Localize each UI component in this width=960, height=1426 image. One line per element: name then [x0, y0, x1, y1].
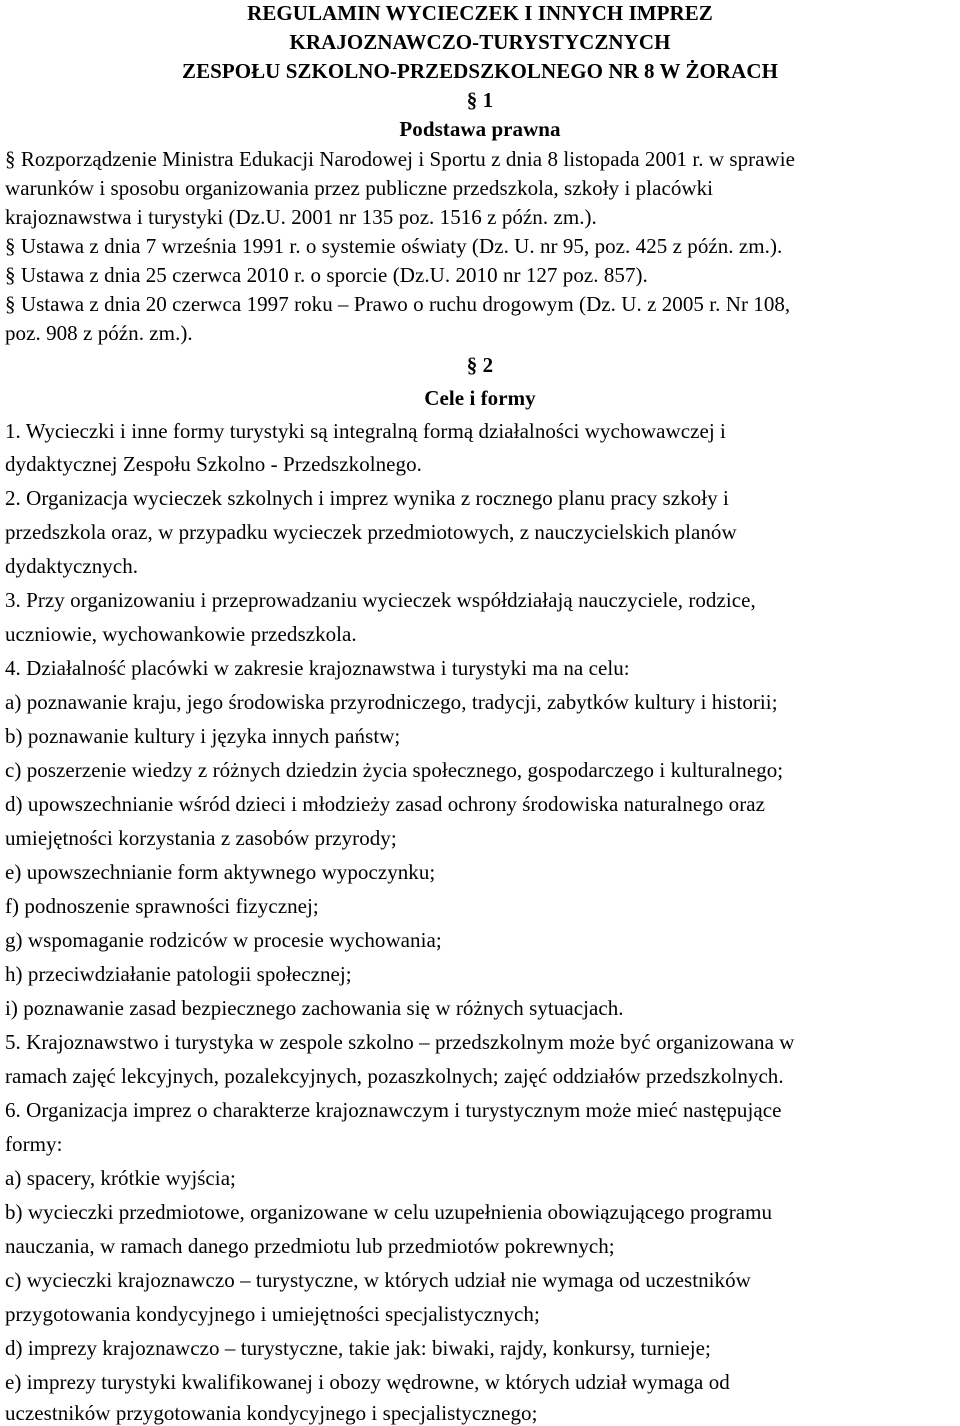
- list-item: przygotowania kondycyjnego i umiejętności specjalistycznych;: [5, 1302, 540, 1326]
- legal-basis-line: § Ustawa z dnia 7 września 1991 r. o systemie oświaty (Dz. U. nr 95, poz. 425 z późn. zm.).: [5, 234, 783, 258]
- section-1-heading: Podstawa prawna: [399, 117, 561, 141]
- body-line: 3. Przy organizowaniu i przeprowadzaniu wycieczek współdziałają nauczyciele, rodzice,: [5, 588, 756, 612]
- list-item: f) podnoszenie sprawności fizycznej;: [5, 894, 319, 918]
- section-1-number: § 1: [466, 88, 494, 112]
- list-item: uczestników przygotowania kondycyjnego i specjalistycznego;: [5, 1401, 538, 1425]
- document-title-line-1: REGULAMIN WYCIECZEK I INNYCH IMPREZ: [247, 1, 713, 25]
- list-item: a) spacery, krótkie wyjścia;: [5, 1166, 236, 1190]
- body-line: 5. Krajoznawstwo i turystyka w zespole szkolno – przedszkolnym może być organizowana w: [5, 1030, 795, 1054]
- list-item: e) imprezy turystyki kwalifikowanej i obozy wędrowne, w których udział wymaga od: [5, 1370, 730, 1394]
- legal-basis-line: § Rozporządzenie Ministra Edukacji Narodowej i Sportu z dnia 8 listopada 2001 r. w sprawie: [5, 147, 796, 171]
- body-line: 6. Organizacja imprez o charakterze krajoznawczym i turystycznym może mieć następujące: [5, 1098, 782, 1122]
- body-line: 1. Wycieczki i inne formy turystyki są integralną formą działalności wychowawczej i: [5, 419, 726, 443]
- section-2-heading: Cele i formy: [424, 386, 536, 410]
- list-item: a) poznawanie kraju, jego środowiska przyrodniczego, tradycji, zabytków kultury i historii;: [5, 690, 778, 714]
- document-title-line-3: ZESPOŁU SZKOLNO-PRZEDSZKOLNEGO NR 8 W ŻORACH: [182, 59, 778, 83]
- list-item: i) poznawanie zasad bezpiecznego zachowania się w różnych sytuacjach.: [5, 996, 624, 1020]
- list-item: d) imprezy krajoznawczo – turystyczne, takie jak: biwaki, rajdy, konkursy, turnieje;: [5, 1336, 711, 1360]
- list-item: c) wycieczki krajoznawczo – turystyczne, w których udział nie wymaga od uczestników: [5, 1268, 751, 1292]
- body-line: 4. Działalność placówki w zakresie krajoznawstwa i turystyki ma na celu:: [5, 656, 630, 680]
- list-item: b) poznawanie kultury i języka innych państw;: [5, 724, 401, 748]
- legal-basis-line: poz. 908 z późn. zm.).: [5, 321, 193, 345]
- list-item: e) upowszechnianie form aktywnego wypoczynku;: [5, 860, 436, 884]
- body-line: dydaktycznych.: [5, 554, 139, 578]
- legal-basis-line: § Ustawa z dnia 20 czerwca 1997 roku – Prawo o ruchu drogowym (Dz. U. z 2005 r. Nr 108,: [5, 292, 791, 316]
- legal-basis-line: krajoznawstwa i turystyki (Dz.U. 2001 nr 135 poz. 1516 z późn. zm.).: [5, 205, 597, 229]
- document-title-line-2: KRAJOZNAWCZO-TURYSTYCZNYCH: [289, 30, 671, 54]
- body-line: ramach zajęć lekcyjnych, pozalekcyjnych, pozaszkolnych; zajęć oddziałów przedszkolnych.: [5, 1064, 784, 1088]
- body-line: dydaktycznej Zespołu Szkolno - Przedszkolnego.: [5, 452, 422, 476]
- body-line: przedszkola oraz, w przypadku wycieczek przedmiotowych, z nauczycielskich planów: [5, 520, 737, 544]
- section-2-number: § 2: [466, 353, 494, 377]
- body-line: formy:: [5, 1132, 63, 1156]
- list-item: umiejętności korzystania z zasobów przyrody;: [5, 826, 397, 850]
- list-item: b) wycieczki przedmiotowe, organizowane w celu uzupełnienia obowiązującego programu: [5, 1200, 773, 1224]
- list-item: nauczania, w ramach danego przedmiotu lub przedmiotów pokrewnych;: [5, 1234, 615, 1258]
- list-item: d) upowszechnianie wśród dzieci i młodzieży zasad ochrony środowiska naturalnego oraz: [5, 792, 765, 816]
- list-item: g) wspomaganie rodziców w procesie wychowania;: [5, 928, 442, 952]
- list-item: c) poszerzenie wiedzy z różnych dziedzin życia społecznego, gospodarczego i kulturalnego;: [5, 758, 784, 782]
- body-line: uczniowie, wychowankowie przedszkola.: [5, 622, 357, 646]
- legal-basis-line: warunków i sposobu organizowania przez publiczne przedszkola, szkoły i placówki: [5, 176, 714, 200]
- legal-basis-line: § Ustawa z dnia 25 czerwca 2010 r. o sporcie (Dz.U. 2010 nr 127 poz. 857).: [5, 263, 648, 287]
- body-line: 2. Organizacja wycieczek szkolnych i imprez wynika z rocznego planu pracy szkoły i: [5, 486, 729, 510]
- list-item: h) przeciwdziałanie patologii społecznej;: [5, 962, 352, 986]
